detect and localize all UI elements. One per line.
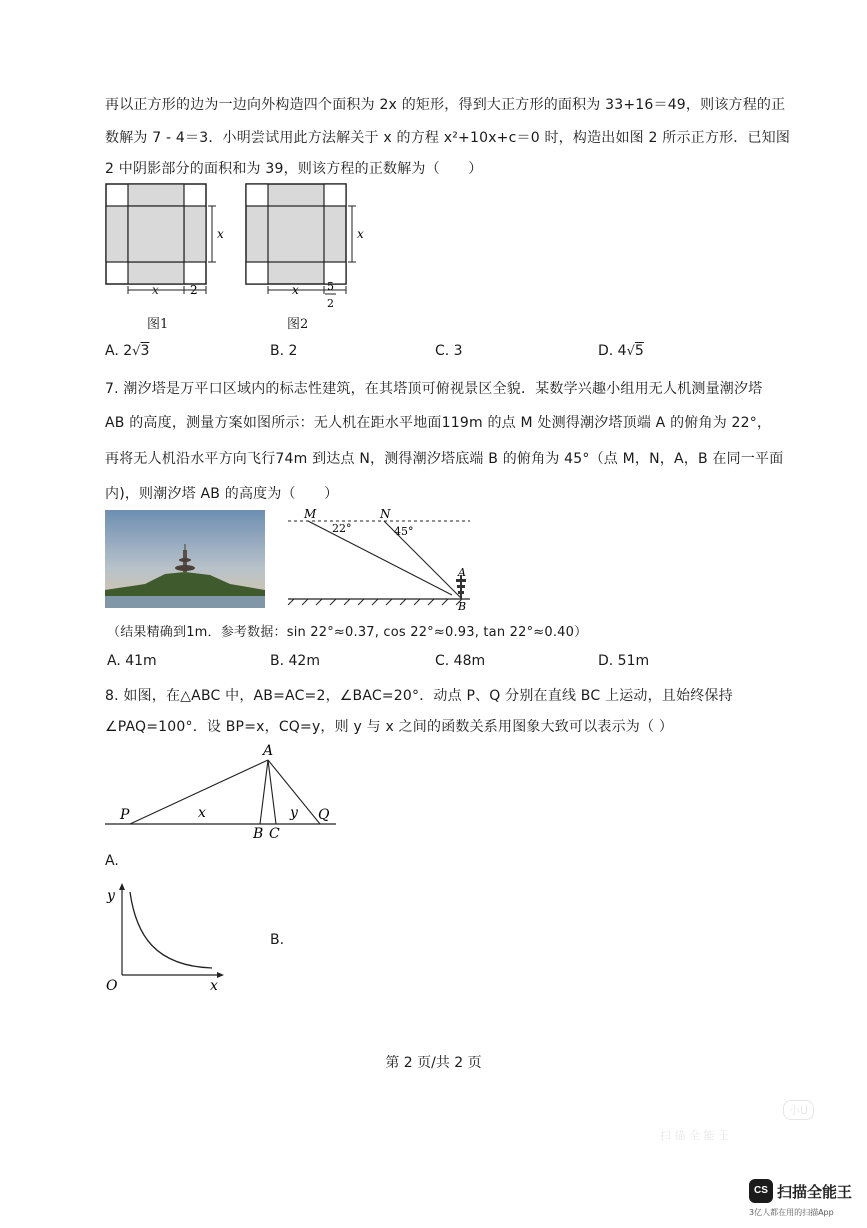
fig2-caption: 图2 — [287, 317, 309, 332]
fig2-x-bottom-label: x — [292, 283, 299, 297]
q6-option-c[interactable]: C. 3 — [435, 343, 463, 359]
figure-2 — [240, 180, 375, 319]
q7-point-a: A — [458, 566, 466, 579]
q8-point-p: P — [120, 807, 130, 823]
q7-line-1: 7. 潮汐塔是万平口区域内的标志性建筑，在其塔顶可俯视景区全貌．某数学兴趣小组用无人机测量潮汐塔 — [105, 381, 763, 397]
q7-option-c[interactable]: C. 48m — [435, 653, 486, 669]
q6-option-a-radicand: 3 — [140, 343, 150, 359]
graph-a-y-label: y — [107, 888, 115, 904]
q6-option-d-text: D. 4 — [598, 343, 627, 359]
q7-diagram — [280, 505, 475, 619]
q8-point-q: Q — [318, 807, 330, 823]
tower-photo — [105, 510, 265, 608]
fig2-frac-num: 5 — [327, 280, 334, 293]
q8-point-b: B — [253, 826, 264, 842]
cs-badge-icon: CS — [749, 1179, 773, 1203]
q8-diagram — [100, 740, 345, 849]
q6-option-a-text: A. 2 — [105, 343, 133, 359]
fig2-frac-den: 2 — [327, 297, 334, 310]
intro-line-1: 再以正方形的边为一边向外构造四个面积为 2x 的矩形，得到大正方形的面积为 33+16＝49，则该方程的正 — [105, 97, 786, 113]
camscanner-logo — [749, 1177, 859, 1222]
graph-a-origin-label: O — [106, 978, 118, 994]
q7-point-b: B — [458, 600, 467, 613]
fig1-caption: 图1 — [147, 317, 169, 332]
figure-1 — [100, 180, 230, 304]
q7-line-3: 再将无人机沿水平方向飞行74m 到达点 N，测得潮汐塔底端 B 的俯角为 45°（点 M，N，A，B 在同一平面 — [105, 451, 784, 467]
q7-option-d[interactable]: D. 51m — [598, 653, 650, 669]
page-footer: 第 2 页/共 2 页 — [385, 1055, 482, 1071]
q8-point-a: A — [263, 743, 274, 759]
q8-point-c: C — [269, 826, 280, 842]
fig1-x-side-label: x — [217, 227, 224, 241]
q7-point-m: M — [304, 507, 317, 521]
q7-reference: （结果精确到1m．参考数据：sin 22°≈0.37, cos 22°≈0.93, tan 22°≈0.40） — [107, 625, 588, 640]
q8-graph-a — [100, 880, 230, 999]
q6-option-d[interactable]: D. 4√5 — [598, 343, 644, 359]
q7-option-b[interactable]: B. 42m — [270, 653, 320, 669]
q7-point-n: N — [380, 507, 391, 521]
q8-line-2: ∠PAQ=100°．设 BP=x，CQ=y，则 y 与 x 之间的函数关系用图象大致可以表示为（ ） — [105, 719, 674, 735]
q8-line-1: 8. 如图，在△ABC 中，AB=AC=2，∠BAC=20°．动点 P、Q 分别在直线 BC 上运动，且始终保持 — [105, 688, 733, 704]
q8-label-x: x — [198, 805, 206, 821]
fig2-x-side-label: x — [357, 227, 364, 241]
fig1-x-bottom-label: x — [152, 283, 159, 297]
watermark-text: 扫 描 全 能 王 — [660, 1129, 729, 1142]
watermark-badge: 小U — [783, 1100, 814, 1120]
q7-line-2: AB 的高度，测量方案如图所示：无人机在距水平地面119m 的点 M 处测得潮汐塔顶端 A 的俯角为 22°， — [105, 415, 772, 431]
intro-line-3: 2 中阴影部分的面积和为 39，则该方程的正数解为（ ） — [105, 161, 483, 177]
graph-a-x-label: x — [210, 978, 218, 994]
logo-subtitle: 3亿人都在用的扫描App — [749, 1208, 834, 1217]
q6-option-b[interactable]: B. 2 — [270, 343, 298, 359]
logo-name: 扫描全能王 — [777, 1183, 853, 1201]
q6-option-d-radicand: 5 — [634, 343, 644, 359]
intro-line-2: 数解为 7 - 4＝3．小明尝试用此方法解关于 x 的方程 x²+10x+c＝0 时，构造出如图 2 所示正方形．已知图 — [105, 130, 791, 146]
q7-option-a[interactable]: A. 41m — [107, 653, 157, 669]
q7-angle-45: 45° — [394, 525, 414, 538]
q7-angle-22: 22° — [332, 522, 352, 535]
q8-label-y: y — [290, 805, 298, 821]
q6-option-a[interactable]: A. 2√3 — [105, 343, 150, 359]
q8-option-a[interactable]: A. — [105, 853, 119, 869]
q8-option-b[interactable]: B. — [270, 932, 285, 948]
q7-line-4: 内)，则潮汐塔 AB 的高度为（ ） — [105, 486, 339, 502]
fig1-2-label: 2 — [190, 283, 198, 297]
